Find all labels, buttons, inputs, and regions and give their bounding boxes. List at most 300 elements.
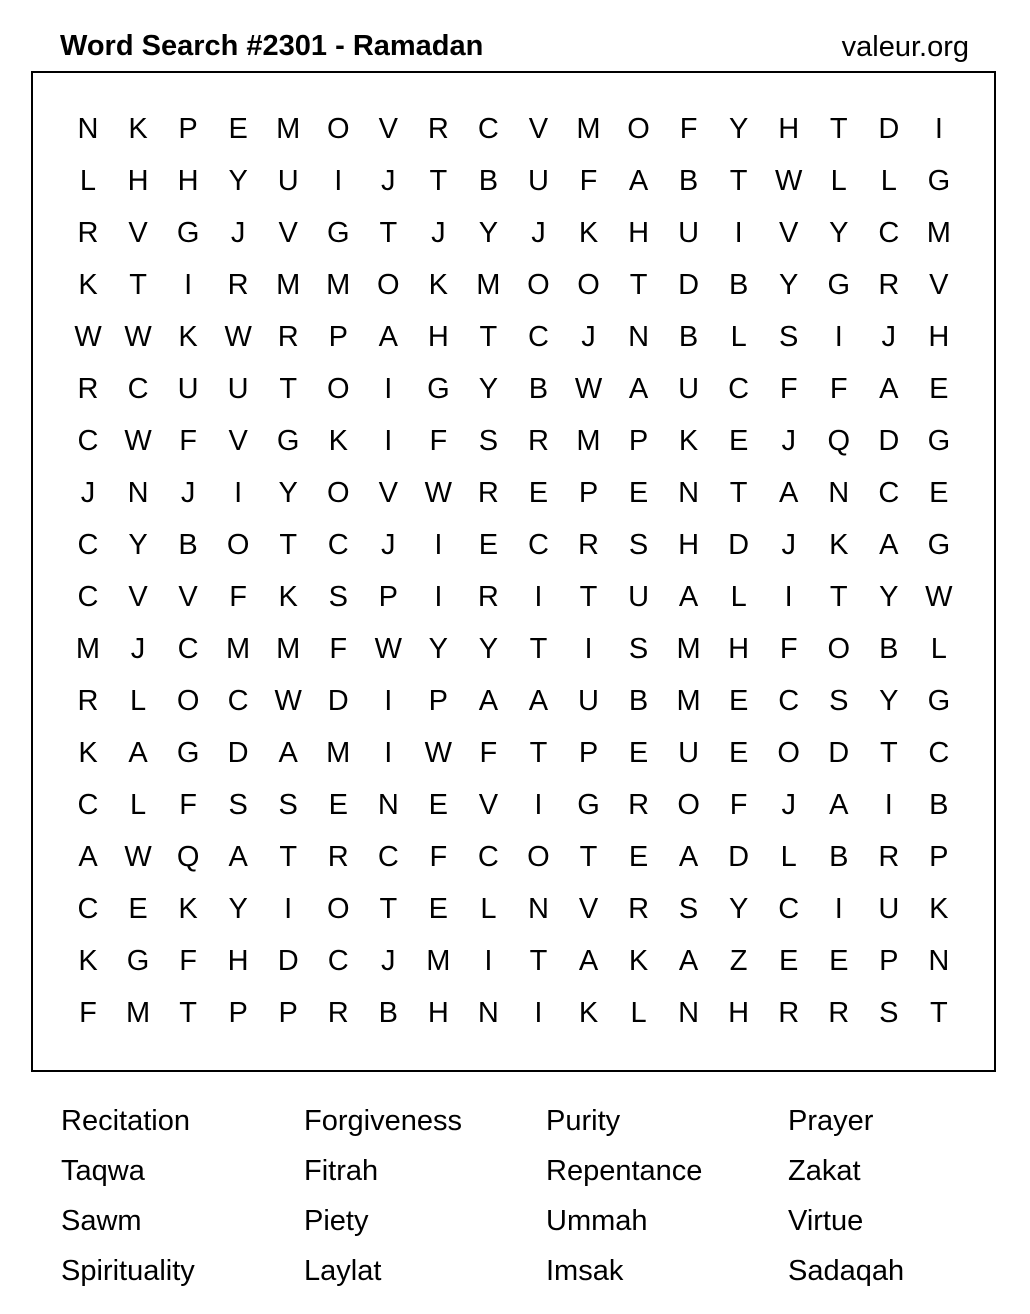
grid-letter[interactable]: D — [728, 841, 750, 873]
grid-letter[interactable]: J — [180, 477, 196, 509]
grid-letter[interactable]: J — [381, 945, 396, 977]
grid-letter[interactable]: K — [328, 425, 348, 457]
grid-letter[interactable]: R — [477, 477, 499, 509]
grid-letter[interactable]: S — [278, 789, 298, 821]
grid-letter[interactable]: M — [75, 633, 101, 665]
grid-letter[interactable]: N — [377, 789, 399, 821]
grid-letter[interactable]: T — [179, 997, 197, 1029]
grid-letter[interactable]: P — [578, 737, 599, 769]
grid-letter[interactable]: I — [284, 893, 293, 925]
grid-letter[interactable]: H — [728, 997, 750, 1029]
grid-letter[interactable]: D — [828, 737, 850, 769]
grid-letter[interactable]: K — [78, 269, 98, 301]
grid-letter[interactable]: I — [484, 945, 493, 977]
grid-letter[interactable]: O — [226, 529, 250, 561]
grid-letter[interactable]: G — [927, 425, 951, 457]
grid-letter[interactable]: M — [326, 269, 351, 301]
grid-letter[interactable]: R — [227, 269, 249, 301]
grid-letter[interactable]: I — [384, 737, 393, 769]
grid-letter[interactable]: W — [925, 581, 953, 613]
grid-letter[interactable]: M — [276, 113, 301, 145]
grid-letter[interactable]: J — [531, 217, 546, 249]
grid-letter[interactable]: T — [829, 113, 848, 145]
grid-letter[interactable]: E — [779, 945, 799, 977]
grid-letter[interactable]: M — [125, 997, 151, 1029]
grid-letter[interactable]: L — [129, 789, 147, 821]
grid-letter[interactable]: Y — [779, 269, 799, 301]
grid-letter[interactable]: V — [128, 581, 148, 613]
grid-letter[interactable]: C — [77, 529, 99, 561]
grid-letter[interactable]: U — [578, 685, 599, 717]
grid-letter[interactable]: T — [529, 737, 548, 769]
grid-letter[interactable]: G — [326, 217, 350, 249]
grid-letter[interactable]: P — [228, 997, 248, 1029]
grid-letter[interactable]: C — [177, 633, 199, 665]
grid-letter[interactable]: J — [381, 529, 396, 561]
grid-letter[interactable]: U — [678, 373, 700, 405]
grid-letter[interactable]: W — [124, 425, 152, 457]
grid-letter[interactable]: O — [326, 893, 350, 925]
grid-letter[interactable]: A — [628, 165, 649, 197]
grid-letter[interactable]: P — [278, 997, 298, 1029]
grid-letter[interactable]: B — [178, 529, 198, 561]
grid-letter[interactable]: K — [628, 945, 649, 977]
grid-letter[interactable]: J — [781, 529, 796, 561]
grid-letter[interactable]: P — [178, 113, 198, 145]
grid-letter[interactable]: E — [228, 113, 248, 145]
grid-letter[interactable]: G — [577, 789, 600, 821]
grid-letter[interactable]: B — [378, 997, 398, 1029]
grid-letter[interactable]: M — [426, 945, 451, 977]
grid-letter[interactable]: R — [628, 893, 650, 925]
grid-letter[interactable]: T — [379, 217, 398, 249]
grid-letter[interactable]: N — [77, 113, 99, 145]
grid-letter[interactable]: O — [827, 633, 851, 665]
grid-letter[interactable]: H — [427, 997, 449, 1029]
grid-letter[interactable]: A — [678, 841, 699, 873]
grid-letter[interactable]: L — [730, 321, 747, 353]
grid-letter[interactable]: F — [179, 425, 197, 457]
grid-letter[interactable]: L — [630, 997, 647, 1029]
grid-letter[interactable]: F — [329, 633, 348, 665]
grid-letter[interactable]: E — [628, 477, 649, 509]
grid-letter[interactable]: K — [78, 945, 98, 977]
grid-letter[interactable]: B — [879, 633, 899, 665]
grid-letter[interactable]: O — [527, 269, 550, 301]
grid-letter[interactable]: L — [830, 165, 847, 197]
grid-letter[interactable]: Y — [278, 477, 298, 509]
grid-letter[interactable]: U — [277, 165, 299, 197]
grid-letter[interactable]: B — [929, 789, 949, 821]
grid-letter[interactable]: K — [178, 321, 198, 353]
grid-letter[interactable]: F — [779, 633, 798, 665]
grid-letter[interactable]: V — [128, 217, 148, 249]
grid-letter[interactable]: H — [628, 217, 650, 249]
grid-letter[interactable]: F — [429, 841, 448, 873]
grid-letter[interactable]: C — [77, 789, 99, 821]
grid-letter[interactable]: G — [927, 165, 951, 197]
grid-letter[interactable]: W — [775, 165, 803, 197]
grid-letter[interactable]: Y — [728, 893, 749, 925]
grid-letter[interactable]: R — [878, 269, 900, 301]
grid-letter[interactable]: K — [929, 893, 949, 925]
grid-letter[interactable]: L — [79, 165, 97, 197]
grid-letter[interactable]: P — [879, 945, 899, 977]
grid-letter[interactable]: A — [378, 321, 398, 353]
grid-letter[interactable]: R — [878, 841, 900, 873]
grid-letter[interactable]: R — [578, 529, 599, 561]
grid-letter[interactable]: E — [528, 477, 549, 509]
grid-letter[interactable]: E — [728, 737, 749, 769]
grid-letter[interactable]: B — [478, 165, 499, 197]
grid-letter[interactable]: I — [384, 373, 393, 405]
grid-letter[interactable]: V — [228, 425, 248, 457]
grid-letter[interactable]: W — [74, 321, 102, 353]
grid-letter[interactable]: I — [834, 893, 843, 925]
grid-letter[interactable]: M — [576, 425, 601, 457]
grid-letter[interactable]: R — [527, 425, 549, 457]
grid-letter[interactable]: A — [278, 737, 298, 769]
grid-letter[interactable]: V — [378, 113, 398, 145]
grid-letter[interactable]: E — [929, 373, 949, 405]
grid-letter[interactable]: K — [578, 997, 599, 1029]
grid-letter[interactable]: C — [527, 321, 549, 353]
grid-letter[interactable]: I — [384, 425, 393, 457]
grid-letter[interactable]: A — [478, 685, 499, 717]
grid-letter[interactable]: R — [277, 321, 299, 353]
grid-letter[interactable]: T — [579, 581, 598, 613]
grid-letter[interactable]: C — [327, 529, 349, 561]
grid-letter[interactable]: S — [228, 789, 248, 821]
grid-letter[interactable]: U — [878, 893, 900, 925]
grid-letter[interactable]: J — [881, 321, 897, 353]
grid-letter[interactable]: S — [879, 997, 899, 1029]
grid-letter[interactable]: S — [678, 893, 699, 925]
grid-letter[interactable]: M — [676, 685, 701, 717]
grid-letter[interactable]: E — [428, 893, 449, 925]
grid-letter[interactable]: G — [176, 217, 200, 249]
grid-letter[interactable]: E — [628, 737, 649, 769]
grid-letter[interactable]: A — [228, 841, 248, 873]
grid-letter[interactable]: N — [678, 997, 700, 1029]
grid-letter[interactable]: C — [778, 685, 800, 717]
grid-letter[interactable]: J — [381, 165, 396, 197]
grid-letter[interactable]: Q — [827, 425, 851, 457]
grid-letter[interactable]: C — [377, 841, 399, 873]
grid-letter[interactable]: P — [428, 685, 449, 717]
grid-letter[interactable]: T — [729, 477, 748, 509]
grid-letter[interactable]: K — [428, 269, 449, 301]
grid-letter[interactable]: Y — [478, 217, 499, 249]
grid-letter[interactable]: F — [79, 997, 97, 1029]
grid-letter[interactable]: R — [427, 113, 449, 145]
grid-letter[interactable]: I — [534, 789, 543, 821]
grid-letter[interactable]: C — [878, 477, 900, 509]
grid-letter[interactable]: L — [129, 685, 147, 717]
grid-letter[interactable]: V — [278, 217, 298, 249]
grid-letter[interactable]: C — [227, 685, 249, 717]
grid-letter[interactable]: Y — [879, 685, 899, 717]
grid-letter[interactable]: S — [328, 581, 348, 613]
grid-letter[interactable]: S — [628, 633, 649, 665]
grid-letter[interactable]: Y — [428, 633, 449, 665]
grid-letter[interactable]: I — [534, 997, 543, 1029]
grid-letter[interactable]: I — [884, 789, 893, 821]
grid-letter[interactable]: A — [678, 945, 699, 977]
grid-letter[interactable]: F — [679, 113, 698, 145]
grid-letter[interactable]: R — [778, 997, 800, 1029]
grid-letter[interactable]: C — [778, 893, 800, 925]
grid-letter[interactable]: O — [326, 373, 350, 405]
grid-letter[interactable]: Z — [729, 945, 748, 977]
grid-letter[interactable]: B — [728, 269, 749, 301]
grid-letter[interactable]: C — [77, 425, 99, 457]
grid-letter[interactable]: Y — [228, 165, 248, 197]
grid-letter[interactable]: A — [779, 477, 799, 509]
grid-letter[interactable]: V — [528, 113, 549, 145]
grid-letter[interactable]: G — [927, 529, 951, 561]
grid-letter[interactable]: G — [176, 737, 200, 769]
grid-letter[interactable]: I — [434, 529, 443, 561]
grid-letter[interactable]: D — [878, 113, 900, 145]
grid-letter[interactable]: C — [878, 217, 900, 249]
grid-letter[interactable]: H — [728, 633, 750, 665]
grid-letter[interactable]: U — [227, 373, 249, 405]
grid-letter[interactable]: P — [328, 321, 348, 353]
grid-letter[interactable]: T — [379, 893, 398, 925]
grid-letter[interactable]: W — [424, 737, 453, 769]
grid-letter[interactable]: W — [124, 841, 152, 873]
grid-letter[interactable]: C — [928, 737, 950, 769]
grid-letter[interactable]: Y — [728, 113, 749, 145]
grid-letter[interactable]: M — [676, 633, 701, 665]
grid-letter[interactable]: B — [678, 165, 699, 197]
grid-letter[interactable]: G — [276, 425, 300, 457]
grid-letter[interactable]: F — [829, 373, 848, 405]
grid-letter[interactable]: Y — [879, 581, 899, 613]
grid-letter[interactable]: F — [729, 789, 748, 821]
grid-letter[interactable]: R — [77, 217, 99, 249]
grid-letter[interactable]: A — [578, 945, 599, 977]
grid-letter[interactable]: L — [880, 165, 897, 197]
grid-letter[interactable]: Y — [478, 373, 499, 405]
grid-letter[interactable]: F — [179, 945, 197, 977]
grid-letter[interactable]: U — [678, 737, 700, 769]
grid-letter[interactable]: C — [77, 581, 99, 613]
grid-letter[interactable]: M — [926, 217, 951, 249]
grid-letter[interactable]: B — [528, 373, 549, 405]
grid-letter[interactable]: U — [177, 373, 199, 405]
grid-letter[interactable]: N — [928, 945, 950, 977]
grid-letter[interactable]: L — [930, 633, 947, 665]
grid-letter[interactable]: J — [581, 321, 596, 353]
grid-letter[interactable]: J — [431, 217, 446, 249]
grid-letter[interactable]: A — [879, 373, 899, 405]
grid-letter[interactable]: V — [478, 789, 499, 821]
grid-letter[interactable]: S — [829, 685, 849, 717]
grid-letter[interactable]: S — [628, 529, 649, 561]
grid-letter[interactable]: N — [828, 477, 850, 509]
grid-letter[interactable]: A — [78, 841, 98, 873]
grid-letter[interactable]: N — [527, 893, 549, 925]
grid-letter[interactable]: T — [929, 997, 948, 1029]
grid-letter[interactable]: O — [627, 113, 650, 145]
grid-letter[interactable]: I — [334, 165, 343, 197]
grid-letter[interactable]: D — [277, 945, 299, 977]
grid-letter[interactable]: W — [274, 685, 302, 717]
grid-letter[interactable]: T — [629, 269, 648, 301]
grid-letter[interactable]: R — [327, 997, 349, 1029]
grid-letter[interactable]: J — [781, 789, 796, 821]
grid-letter[interactable]: I — [734, 217, 743, 249]
grid-letter[interactable]: W — [374, 633, 402, 665]
grid-letter[interactable]: V — [178, 581, 198, 613]
grid-letter[interactable]: G — [827, 269, 851, 301]
grid-letter[interactable]: K — [578, 217, 599, 249]
grid-letter[interactable]: G — [927, 685, 951, 717]
grid-letter[interactable]: O — [326, 113, 350, 145]
grid-letter[interactable]: I — [384, 685, 393, 717]
grid-letter[interactable]: E — [478, 529, 499, 561]
grid-letter[interactable]: O — [677, 789, 700, 821]
grid-letter[interactable]: I — [184, 269, 193, 301]
grid-letter[interactable]: E — [428, 789, 449, 821]
grid-letter[interactable]: O — [176, 685, 200, 717]
grid-letter[interactable]: C — [728, 373, 750, 405]
grid-letter[interactable]: K — [128, 113, 148, 145]
grid-letter[interactable]: J — [80, 477, 96, 509]
grid-letter[interactable]: N — [477, 997, 499, 1029]
grid-letter[interactable]: E — [328, 789, 348, 821]
grid-letter[interactable]: K — [678, 425, 699, 457]
grid-letter[interactable]: H — [177, 165, 199, 197]
grid-letter[interactable]: M — [476, 269, 501, 301]
grid-letter[interactable]: A — [829, 789, 849, 821]
grid-letter[interactable]: A — [628, 373, 649, 405]
grid-letter[interactable]: F — [579, 165, 598, 197]
grid-letter[interactable]: A — [879, 529, 899, 561]
grid-letter[interactable]: W — [124, 321, 152, 353]
grid-letter[interactable]: R — [477, 581, 499, 613]
grid-letter[interactable]: B — [678, 321, 699, 353]
grid-letter[interactable]: D — [678, 269, 700, 301]
grid-letter[interactable]: R — [327, 841, 349, 873]
grid-letter[interactable]: E — [628, 841, 649, 873]
grid-letter[interactable]: D — [327, 685, 349, 717]
grid-letter[interactable]: M — [226, 633, 251, 665]
grid-letter[interactable]: Q — [176, 841, 200, 873]
grid-letter[interactable]: F — [229, 581, 247, 613]
grid-letter[interactable]: F — [179, 789, 197, 821]
grid-letter[interactable]: V — [578, 893, 599, 925]
grid-letter[interactable]: N — [127, 477, 149, 509]
grid-letter[interactable]: C — [477, 841, 499, 873]
grid-letter[interactable]: U — [628, 581, 650, 613]
grid-letter[interactable]: J — [230, 217, 246, 249]
grid-letter[interactable]: P — [378, 581, 398, 613]
grid-letter[interactable]: O — [527, 841, 550, 873]
grid-letter[interactable]: E — [829, 945, 849, 977]
grid-letter[interactable]: C — [527, 529, 549, 561]
grid-letter[interactable]: W — [224, 321, 252, 353]
grid-letter[interactable]: M — [326, 737, 351, 769]
grid-letter[interactable]: E — [728, 685, 749, 717]
grid-letter[interactable]: E — [728, 425, 749, 457]
grid-letter[interactable]: M — [276, 269, 301, 301]
grid-letter[interactable]: R — [628, 789, 650, 821]
grid-letter[interactable]: O — [377, 269, 400, 301]
grid-letter[interactable]: C — [327, 945, 349, 977]
grid-letter[interactable]: I — [584, 633, 593, 665]
grid-letter[interactable]: T — [529, 633, 548, 665]
grid-letter[interactable]: D — [878, 425, 900, 457]
grid-letter[interactable]: C — [477, 113, 499, 145]
grid-letter[interactable]: R — [77, 373, 99, 405]
grid-letter[interactable]: W — [424, 477, 453, 509]
grid-letter[interactable]: P — [929, 841, 949, 873]
grid-letter[interactable]: H — [678, 529, 700, 561]
grid-letter[interactable]: A — [678, 581, 699, 613]
grid-letter[interactable]: B — [829, 841, 849, 873]
grid-letter[interactable]: T — [279, 373, 298, 405]
grid-letter[interactable]: F — [479, 737, 498, 769]
grid-letter[interactable]: I — [784, 581, 793, 613]
grid-letter[interactable]: O — [777, 737, 800, 769]
grid-letter[interactable]: Y — [829, 217, 849, 249]
grid-letter[interactable]: T — [579, 841, 598, 873]
grid-letter[interactable]: J — [781, 425, 796, 457]
grid-letter[interactable]: T — [879, 737, 898, 769]
grid-letter[interactable]: C — [77, 893, 99, 925]
grid-letter[interactable]: T — [529, 945, 548, 977]
grid-letter[interactable]: I — [234, 477, 243, 509]
grid-letter[interactable]: K — [278, 581, 298, 613]
grid-letter[interactable]: K — [178, 893, 198, 925]
grid-letter[interactable]: U — [678, 217, 700, 249]
grid-letter[interactable]: H — [127, 165, 149, 197]
grid-letter[interactable]: E — [128, 893, 148, 925]
grid-letter[interactable]: A — [528, 685, 549, 717]
grid-letter[interactable]: H — [227, 945, 249, 977]
grid-letter[interactable]: M — [576, 113, 601, 145]
grid-letter[interactable]: Y — [228, 893, 248, 925]
grid-letter[interactable]: F — [779, 373, 798, 405]
grid-letter[interactable]: T — [279, 529, 298, 561]
grid-letter[interactable]: I — [434, 581, 443, 613]
grid-letter[interactable]: O — [326, 477, 350, 509]
grid-letter[interactable]: T — [829, 581, 848, 613]
grid-letter[interactable]: S — [478, 425, 499, 457]
grid-letter[interactable]: Y — [478, 633, 499, 665]
grid-letter[interactable]: F — [429, 425, 448, 457]
grid-letter[interactable]: L — [480, 893, 497, 925]
grid-letter[interactable]: W — [574, 373, 603, 405]
grid-letter[interactable]: I — [534, 581, 543, 613]
grid-letter[interactable]: P — [628, 425, 649, 457]
grid-letter[interactable]: D — [728, 529, 750, 561]
grid-letter[interactable]: N — [628, 321, 650, 353]
grid-letter[interactable]: T — [479, 321, 498, 353]
grid-letter[interactable]: D — [227, 737, 249, 769]
grid-letter[interactable]: K — [78, 737, 98, 769]
grid-letter[interactable]: E — [929, 477, 949, 509]
grid-letter[interactable]: B — [628, 685, 649, 717]
grid-letter[interactable]: S — [779, 321, 799, 353]
grid-letter[interactable]: V — [378, 477, 398, 509]
grid-letter[interactable]: T — [129, 269, 147, 301]
grid-letter[interactable]: O — [577, 269, 600, 301]
grid-letter[interactable]: Y — [128, 529, 148, 561]
